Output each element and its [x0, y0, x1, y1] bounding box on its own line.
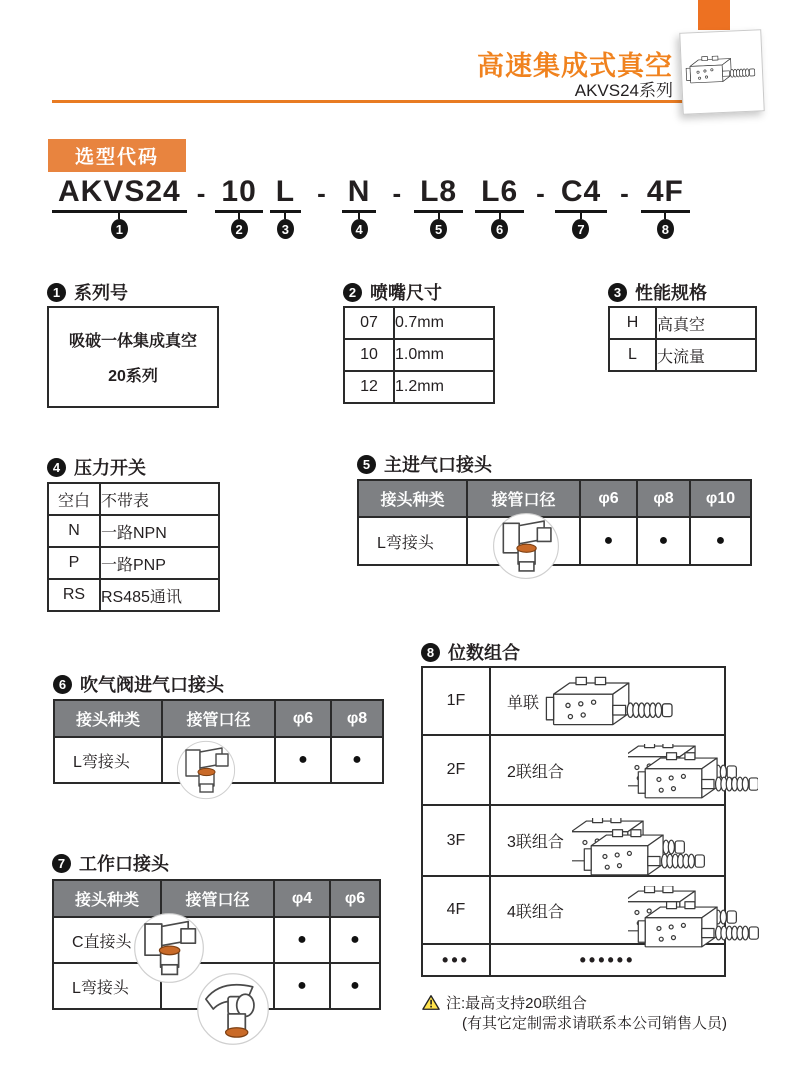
availability-dot: ●: [274, 917, 330, 963]
code-number-2: 2: [231, 219, 248, 239]
table-row: 3F 3联组合: [422, 805, 725, 876]
nozzle-size-table: [343, 306, 495, 404]
availability-dot: ●: [690, 517, 751, 565]
section-8-header: [421, 639, 520, 665]
l-elbow-fitting-photo: [176, 740, 236, 800]
code-number-5: 5: [430, 219, 447, 239]
table-row: L 大流量: [609, 339, 756, 371]
section-3-title: 性能规格: [635, 283, 707, 303]
code-text: L8: [414, 176, 463, 213]
code-dash: -: [317, 178, 326, 208]
section-6-header: [53, 671, 224, 697]
table-row: ••• ••••••: [422, 944, 725, 976]
section-1-header: [47, 279, 128, 305]
footnote: [422, 994, 727, 1034]
l-elbow-fitting-photo: [492, 512, 560, 580]
table-row: 4F 4联组合: [422, 876, 725, 944]
table-row: C直接头 ● ●: [53, 917, 380, 963]
section-3-header: [608, 279, 707, 305]
table-row: H 高真空: [609, 307, 756, 339]
table-header-row: 接头种类 接管口径 φ6 φ8: [54, 700, 383, 737]
note-line-1: 注:最高支持20联组合: [446, 995, 587, 1012]
availability-dot: ●: [637, 517, 690, 565]
code-dash: -: [620, 178, 629, 208]
table-row: 12 1.2mm: [344, 371, 494, 403]
table-row: L弯接头 ● ● ●: [358, 517, 751, 565]
code-number-3: 3: [277, 219, 294, 239]
product-drawing-icon: [684, 50, 760, 93]
table-header-row: 接头种类 接管口径 φ4 φ6: [53, 880, 380, 917]
section-8-title: 位数组合: [448, 643, 520, 663]
table-row: L弯接头 ● ●: [54, 737, 383, 783]
table-row: P 一路PNP: [48, 547, 219, 579]
table-row: 2F 2联组合: [422, 735, 725, 805]
table-row: 1F 单联: [422, 667, 725, 735]
section-4-title: 压力开关: [74, 458, 146, 478]
code-text: AKVS24: [52, 176, 187, 213]
code-dash: -: [196, 178, 206, 208]
section-6-number: 6: [53, 675, 72, 694]
c-straight-fitting-photo: [133, 912, 205, 984]
section-4-number: 4: [47, 458, 66, 477]
table-row: 10 1.0mm: [344, 339, 494, 371]
code-number-1: 1: [111, 219, 128, 239]
page-title: 高速集成式真空: [477, 51, 673, 81]
series-description-box: [47, 306, 219, 408]
code-text: N: [342, 176, 377, 213]
section-5-number: 5: [357, 455, 376, 474]
code-segment: [641, 176, 690, 239]
l-elbow-fitting-photo: [196, 972, 270, 1046]
availability-dot: ●: [330, 917, 380, 963]
availability-dot: ●: [330, 963, 380, 1009]
code-number-4: 4: [351, 219, 368, 239]
table-header-row: 接头种类 接管口径 φ6 φ8 φ10: [358, 480, 751, 517]
selection-code-badge: 选型代码: [48, 139, 186, 172]
code-segment: [555, 176, 607, 239]
code-segment: [52, 176, 187, 239]
performance-spec-table: [608, 306, 757, 372]
code-segment: [270, 176, 301, 239]
section-1-title: 系列号: [74, 283, 128, 303]
table-row: 07 0.7mm: [344, 307, 494, 339]
section-3-number: 3: [608, 283, 627, 302]
availability-dot: ●: [580, 517, 637, 565]
series-line-2: 20系列: [108, 368, 158, 385]
section-8-number: 8: [421, 643, 440, 662]
code-text: L6: [475, 176, 524, 213]
code-segment: [342, 176, 377, 239]
valve-2-station-drawing: [628, 744, 758, 808]
section-5-header: [357, 451, 492, 477]
warning-icon: [422, 994, 440, 1011]
table-row: RS RS485通讯: [48, 579, 219, 611]
section-2-number: 2: [343, 283, 362, 302]
code-number-7: 7: [572, 219, 589, 239]
code-text: 10: [215, 176, 262, 213]
pressure-switch-table: [47, 482, 220, 612]
code-text: C4: [555, 176, 607, 213]
code-dash: -: [392, 178, 402, 208]
table-row: N 一路NPN: [48, 515, 219, 547]
code-segment: [475, 176, 524, 239]
corner-accent-tab: [698, 0, 730, 30]
code-number-6: 6: [491, 219, 508, 239]
code-segment: [215, 176, 262, 239]
section-6-title: 吹气阀进气口接头: [80, 675, 224, 695]
availability-dot: ●: [274, 963, 330, 1009]
section-2-title: 喷嘴尺寸: [370, 283, 442, 303]
model-code: [52, 176, 690, 239]
availability-dot: ●: [275, 737, 331, 783]
series-line-1: 吸破一体集成真空: [68, 333, 197, 350]
series-subtitle: AKVS24系列: [574, 81, 673, 100]
valve-3-station-drawing: [572, 818, 708, 890]
section-1-number: 1: [47, 283, 66, 302]
section-5-title: 主进气口接头: [384, 455, 492, 475]
product-thumbnail: [679, 29, 764, 114]
section-7-number: 7: [52, 854, 71, 873]
table-row: L弯接头 ● ●: [53, 963, 380, 1009]
code-segment: [414, 176, 463, 239]
code-number-8: 8: [657, 219, 674, 239]
note-line-2: (有其它定制需求请联系本公司销售人员): [462, 1015, 727, 1032]
section-4-header: [47, 454, 146, 480]
table-row: 空白 不带表: [48, 483, 219, 515]
valve-4-station-drawing: [628, 886, 760, 966]
code-dash: -: [536, 178, 545, 208]
code-text: L: [270, 176, 301, 213]
header-divider: [52, 100, 684, 103]
section-7-title: 工作口接头: [79, 854, 169, 874]
section-7-header: [52, 850, 169, 876]
section-2-header: [343, 279, 442, 305]
availability-dot: ●: [331, 737, 383, 783]
code-text: 4F: [641, 176, 690, 213]
valve-1-station-drawing: [544, 674, 680, 740]
